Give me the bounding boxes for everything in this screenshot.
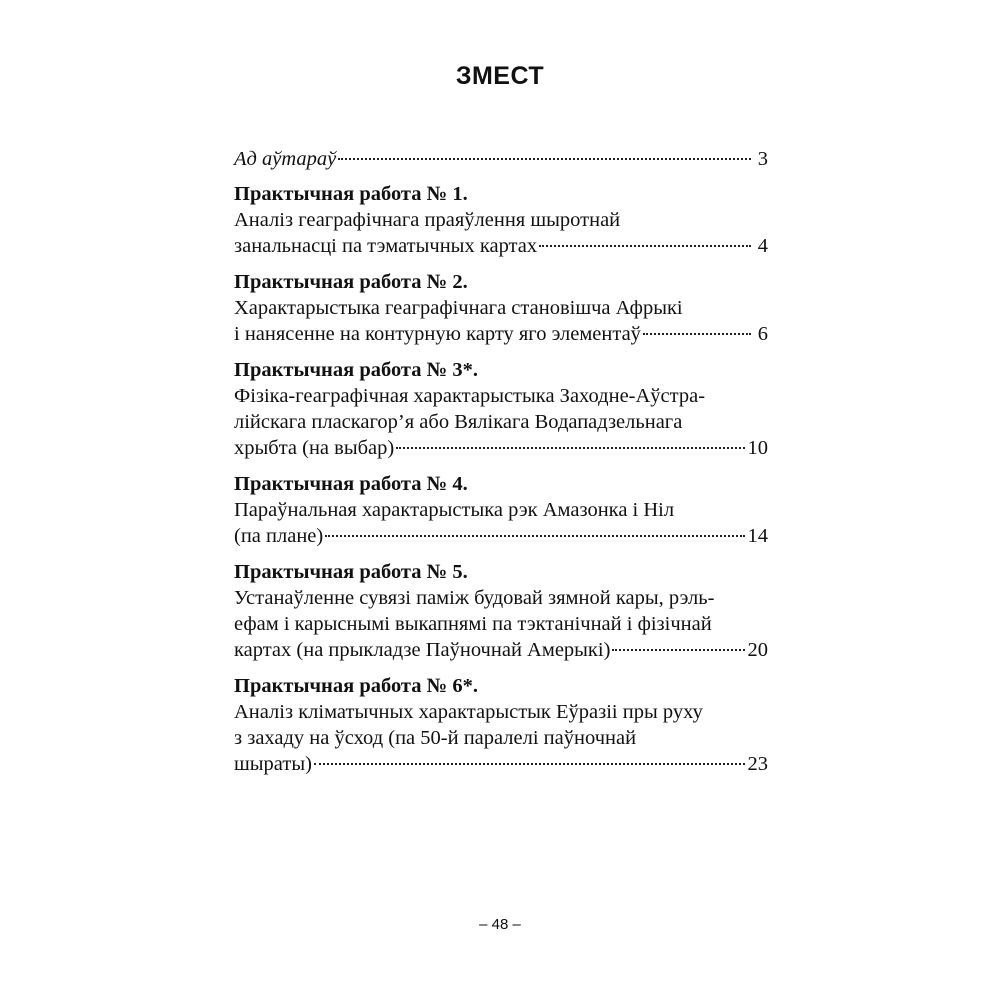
toc-page-number: 20 — [747, 639, 768, 661]
toc-entry-line: Аналіз кліматычных характарыстык Еўразіі пры руху — [234, 701, 703, 723]
toc-entry-heading: Практычная работа № 3*. — [234, 359, 478, 381]
toc-entry-text: і нанясенне на контурную карту яго элементаў — [234, 323, 641, 345]
toc-entry-practical-5 — [234, 559, 768, 663]
toc-page-number: 3 — [757, 148, 768, 170]
toc-entry-text: картах (на прыкладзе Паўночнай Амерыкі) — [234, 639, 611, 661]
toc-entry-text: занальнасці па тэматычных картах — [234, 235, 538, 257]
toc-page-number: 6 — [757, 323, 768, 345]
toc-entry-preface — [234, 146, 768, 172]
toc-entry-text: (па плане) — [234, 525, 324, 547]
toc-entry-line: Характарыстыка геаграфічнага становішча Афрыкі — [234, 297, 683, 319]
page-title: ЗМЕСТ — [455, 62, 545, 90]
toc-entry-text: шыраты) — [234, 753, 312, 775]
toc-entry-text: Ад аўтараў — [234, 148, 337, 170]
toc-entry-heading: Практычная работа № 6*. — [234, 675, 478, 697]
dot-leader — [612, 649, 744, 651]
toc-entry-practical-1 — [234, 181, 768, 259]
toc-entry-line: ефам і карыснымі выкапнямі па тэктанічнай і фізічнай — [234, 613, 712, 635]
toc-page-number: 14 — [747, 525, 768, 547]
table-of-contents — [234, 146, 768, 787]
toc-entry-line: Фізіка-геаграфічная характарыстыка Заходне-Аўстра- — [234, 385, 706, 407]
toc-page-number: 4 — [757, 235, 768, 257]
toc-entry-last-line — [234, 435, 768, 461]
dot-leader — [396, 447, 744, 449]
toc-page-number: 10 — [747, 437, 768, 459]
toc-entry-heading: Практычная работа № 5. — [234, 561, 468, 583]
toc-page-number: 23 — [747, 753, 768, 775]
dot-leader — [643, 333, 751, 335]
toc-entry-last-line — [234, 523, 768, 549]
dot-leader — [338, 158, 751, 160]
dot-leader — [314, 763, 745, 765]
toc-entry-line: з захаду на ўсход (па 50-й паралелі паўночнай — [234, 727, 637, 749]
toc-entry-last-line — [234, 637, 768, 663]
toc-entry-line: Аналіз геаграфічнага праяўлення шыротнай — [234, 209, 621, 231]
toc-entry-heading: Практычная работа № 2. — [234, 271, 468, 293]
toc-entry-last-line — [234, 233, 768, 259]
toc-entry-heading: Практычная работа № 1. — [234, 183, 468, 205]
toc-entry-heading: Практычная работа № 4. — [234, 473, 468, 495]
toc-entry-line: Устанаўленне сувязі паміж будовай зямной кары, рэль- — [234, 587, 715, 609]
toc-entry-last-line — [234, 751, 768, 777]
dot-leader — [539, 245, 751, 247]
toc-entry-practical-3 — [234, 357, 768, 461]
toc-entry-last-line — [234, 146, 768, 172]
toc-entry-last-line — [234, 321, 768, 347]
toc-entry-text: хрыбта (на выбар) — [234, 437, 395, 459]
toc-entry-practical-6 — [234, 673, 768, 777]
toc-entry-line: Параўнальная характарыстыка рэк Амазонка і Ніл — [234, 499, 675, 521]
dot-leader — [325, 535, 744, 537]
page-footer-number: – 48 – — [479, 916, 521, 933]
toc-entry-practical-4 — [234, 471, 768, 549]
toc-entry-line: лійскага пласкагор’я або Вялікага Водападзельнага — [234, 411, 683, 433]
toc-entry-practical-2 — [234, 269, 768, 347]
